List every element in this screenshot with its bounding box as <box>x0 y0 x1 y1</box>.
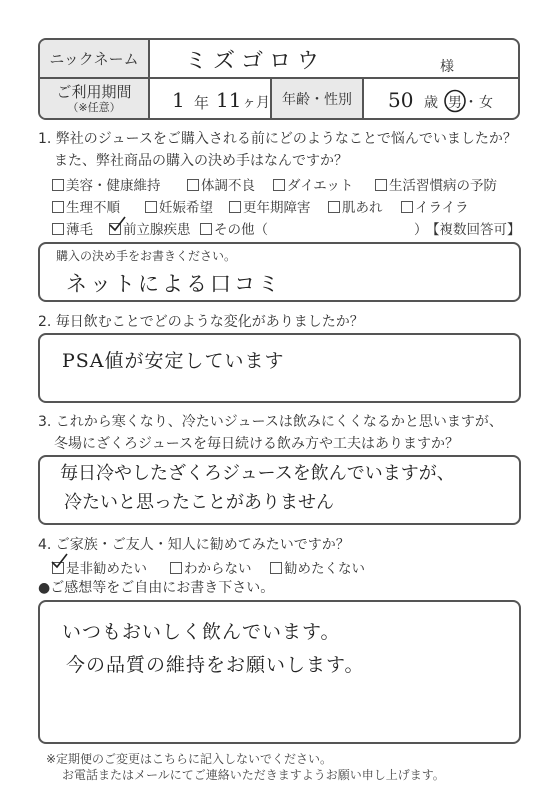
age-gender-label: 年齢・性別 <box>282 91 352 108</box>
option-label: イライラ <box>415 200 469 216</box>
q1-option-thinning-hair[interactable] <box>52 218 93 238</box>
option-label: 前立腺疾患 <box>123 222 191 238</box>
q4-option-unsure[interactable] <box>170 557 252 577</box>
checkbox[interactable] <box>200 223 212 235</box>
q1-text-line2: また、弊社商品の購入の決め手はなんですか？ <box>54 153 348 169</box>
option-label: 美容・健康維持 <box>66 178 161 194</box>
checkbox[interactable] <box>270 562 282 574</box>
q4-option-not-recommend[interactable] <box>270 557 365 577</box>
period-label-cell <box>40 79 148 118</box>
q1-option-poor-health[interactable] <box>187 174 255 194</box>
q4-text: 4. ご家族・ご友人・知人に勧めてみたいですか？ <box>38 537 350 553</box>
recommend-check-mark <box>50 553 68 569</box>
q3-answer-line2: 冷たいと思ったことがありません <box>64 492 334 513</box>
q1-multi-answer-note: 【複数回答可】 <box>426 222 521 238</box>
option-label: 生理不順 <box>66 200 120 216</box>
comments-heading: ●ご感想等をご自由にお書き下さい。 <box>38 580 275 596</box>
option-label: わからない <box>184 561 252 577</box>
q3-answer-line1: 毎日冷やしたざくろジュースを飲んでいますが、 <box>60 463 455 484</box>
checkbox[interactable] <box>187 179 199 191</box>
checkbox[interactable] <box>328 201 340 213</box>
year-unit: 年 <box>194 94 210 112</box>
checkbox[interactable] <box>52 223 64 235</box>
option-label: 生活習慣病の予防 <box>389 178 497 194</box>
q1-option-lifestyle-disease[interactable] <box>375 174 497 194</box>
q1-option-pregnancy[interactable] <box>145 196 213 216</box>
q1-reason-answer: ネットによる口コミ <box>66 272 282 296</box>
gender-female: 女 <box>479 95 493 111</box>
checkbox[interactable] <box>229 201 241 213</box>
checkbox[interactable] <box>170 562 182 574</box>
q3-text-line2: 冬場にざくろジュースを毎日続ける飲み方や工夫はありますか？ <box>54 436 460 452</box>
q1-option-rough-skin[interactable] <box>328 196 383 216</box>
nickname-label-cell <box>40 40 148 77</box>
checkbox[interactable] <box>273 179 285 191</box>
period-label: ご利用期間 <box>56 82 132 101</box>
q1-option-irregular-period[interactable] <box>52 196 120 216</box>
option-label: 妊娠希望 <box>159 200 213 216</box>
comments-answer-line1: いつもおいしく飲んでいます。 <box>62 621 341 643</box>
header-col-divider <box>148 38 150 120</box>
option-label: 更年期障害 <box>243 200 311 216</box>
q1-reason-label: 購入の決め手をお書きください。 <box>56 249 237 263</box>
comments-answer-line2: 今の品質の維持をお願いします。 <box>66 654 365 676</box>
age-unit: 歳 <box>424 95 438 111</box>
q1-option-diet[interactable] <box>273 174 353 194</box>
age-col-divider-right <box>362 77 364 120</box>
q1-text-line1: 1. 弊社のジュースをご購入される前にどのようなことで悩んでいましたか？ <box>38 131 517 147</box>
footer-note-line1: ※定期便のご変更はこちらに記入しないでください。 <box>46 752 333 766</box>
checkbox[interactable] <box>52 201 64 213</box>
checkbox[interactable] <box>401 201 413 213</box>
checkbox[interactable] <box>375 179 387 191</box>
q3-text-line1: 3. これから寒くなり、冷たいジュースは飲みにくくなるかと思いますが、 <box>38 414 503 430</box>
gender-separator: ・ <box>464 95 478 111</box>
nickname-value: ミズゴロウ <box>185 49 326 74</box>
q1-option-irritability[interactable] <box>401 196 469 216</box>
checkbox[interactable] <box>145 201 157 213</box>
q1-option-other[interactable] <box>200 218 268 238</box>
q1-option-beauty[interactable] <box>52 174 161 194</box>
period-months: 11 <box>216 88 242 112</box>
honorific: 様 <box>440 59 454 75</box>
gender-male: 男 <box>448 95 462 111</box>
option-label: 薄毛 <box>66 222 93 238</box>
period-note: （※任意） <box>67 100 121 114</box>
option-label: 是非勧めたい <box>66 561 147 577</box>
month-unit: ヶ月 <box>242 95 270 111</box>
q2-text: 2. 毎日飲むことでどのような変化がありましたか？ <box>38 314 364 330</box>
q2-answer: PSA値が安定しています <box>62 350 285 372</box>
age-gender-label-cell <box>272 79 362 118</box>
q1-option-menopause[interactable] <box>229 196 311 216</box>
footer-note-line2: お電話またはメールにてご連絡いただきますようお願い申し上げます。 <box>62 768 445 782</box>
period-years: 1 <box>172 88 185 112</box>
option-label: 肌あれ <box>342 200 383 216</box>
option-label: ダイエット <box>287 178 354 194</box>
option-label: その他（ <box>214 222 268 238</box>
q1-other-close-paren: ） <box>414 222 428 238</box>
nickname-label: ニックネーム <box>49 50 139 68</box>
checkbox[interactable] <box>52 179 64 191</box>
prostate-check-mark <box>108 216 126 232</box>
option-label: 勧めたくない <box>284 561 365 577</box>
age-value: 50 <box>388 88 414 112</box>
option-label: 体調不良 <box>201 178 255 194</box>
